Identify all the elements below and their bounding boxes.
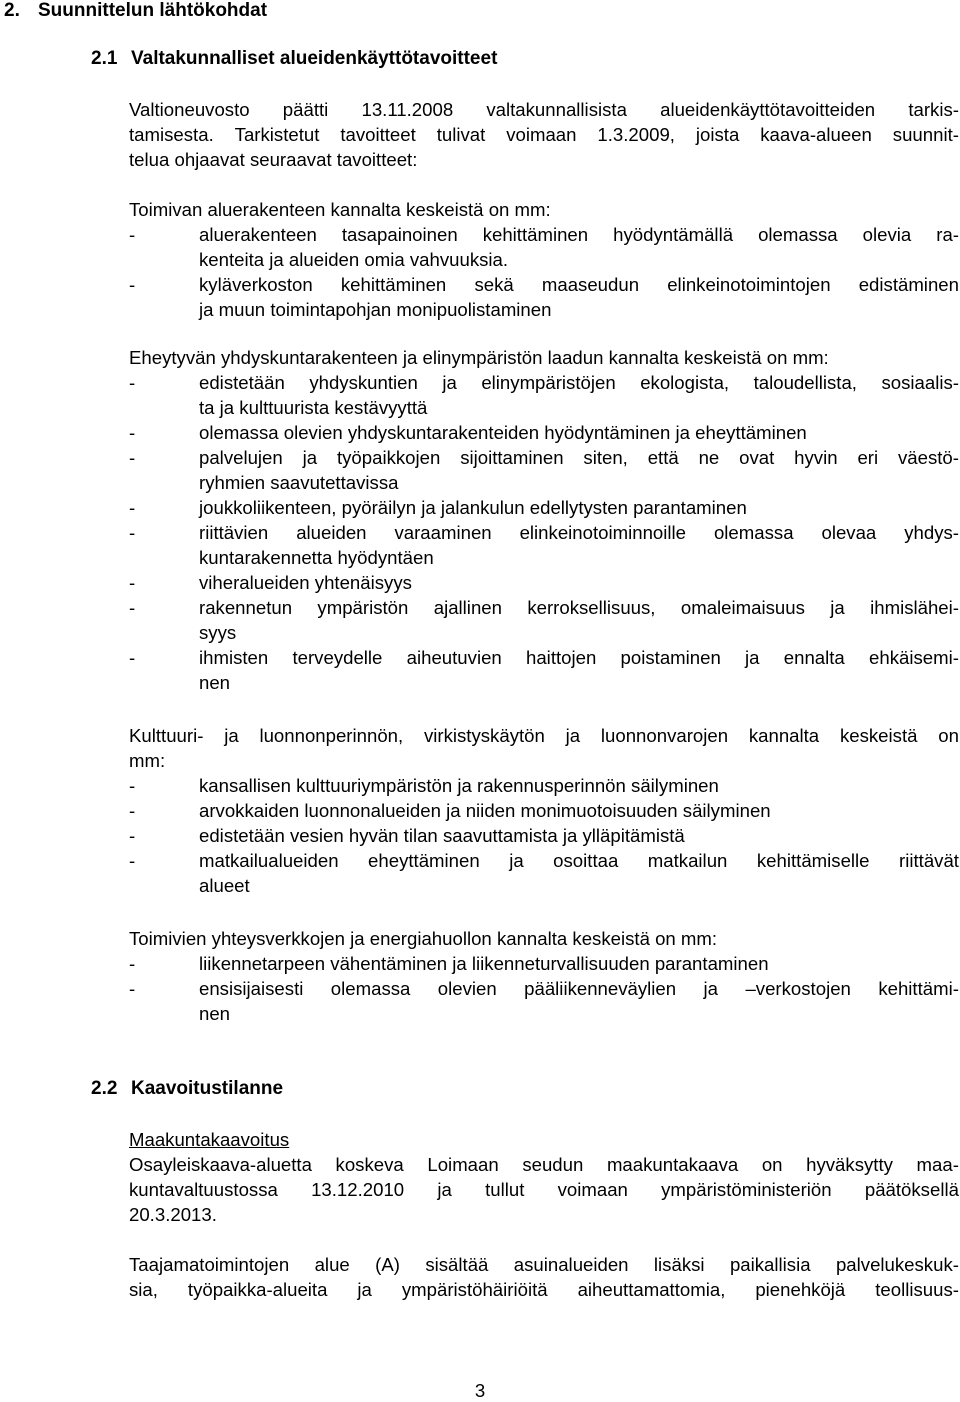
word: kehittämiselle <box>756 850 870 871</box>
list-item-line: nen <box>199 672 231 693</box>
taajama-paragraph <box>129 1252 959 1302</box>
word: hyödyntämällä <box>613 224 734 245</box>
list-item <box>129 495 959 520</box>
word: koskeva <box>335 1154 404 1175</box>
list-item-line <box>199 222 959 247</box>
word: olemassa <box>330 978 411 999</box>
word: alue <box>314 1254 350 1275</box>
word: ensisijaisesti <box>199 978 304 999</box>
goals-group-1 <box>129 197 959 322</box>
list-item <box>129 976 959 1026</box>
word: joista <box>695 124 740 145</box>
list-dash: - <box>129 572 136 593</box>
word: virkistyskäytön <box>423 725 545 746</box>
word: ja <box>224 725 239 746</box>
list-item <box>129 645 959 695</box>
page-number: 3 <box>474 1380 486 1401</box>
section-title: Suunnittelun lähtökohdat <box>38 0 268 21</box>
word: väestö- <box>897 447 959 468</box>
list-item-line: olemassa olevien yhdyskuntarakenteiden hyödyntäminen ja eheyttäminen <box>199 422 807 443</box>
list-dash: - <box>129 447 136 468</box>
list-item-line: ryhmien saavutettavissa <box>199 472 399 493</box>
word: 13.12.2010 <box>311 1179 405 1200</box>
word: elinkeinotoimintojen <box>667 274 831 295</box>
list-item-line <box>199 272 959 297</box>
word: alueiden <box>296 522 367 543</box>
word: alueidenkäyttötavoitteiden <box>660 99 876 120</box>
word: edistetään <box>199 372 285 393</box>
list-item-line: edistetään vesien hyvän tilan saavuttamista ja ylläpitämistä <box>199 825 685 846</box>
word: sijoittaminen <box>460 447 564 468</box>
word: suunnit- <box>892 124 959 145</box>
word: ja <box>442 372 457 393</box>
list-item-line: kuntarakennetta hyödyntäen <box>199 547 434 568</box>
word: kuntavaltuustossa <box>129 1179 278 1200</box>
word: seudun <box>522 1154 584 1175</box>
word: riittävät <box>899 850 959 871</box>
word: ja <box>830 597 845 618</box>
word: paikallisia <box>729 1254 811 1275</box>
word: Kulttuuri- <box>129 725 204 746</box>
list-dash: - <box>129 372 136 393</box>
intro-paragraph <box>129 97 959 172</box>
group-heading: Eheytyvän yhdyskuntarakenteen ja elinympäristön laadun kannalta keskeistä on mm: <box>129 347 829 368</box>
paragraph-line <box>129 1177 959 1202</box>
word: eri <box>857 447 879 468</box>
word: aiheutuvien <box>406 647 502 668</box>
list-item <box>129 370 959 420</box>
word: Valtioneuvosto <box>129 99 250 120</box>
word: maaseudun <box>541 274 640 295</box>
word: matkailualueiden <box>199 850 339 871</box>
maakuntakaava-section <box>129 1127 959 1227</box>
word: sosiaalis- <box>881 372 959 393</box>
list-item-line <box>199 445 959 470</box>
word: tasapainoinen <box>341 224 458 245</box>
word: palvelukeskuk- <box>835 1254 959 1275</box>
goals-group-3 <box>129 723 959 898</box>
list-item <box>129 951 959 976</box>
subsection-heading-2-1 <box>91 46 497 71</box>
word: tavoitteet <box>340 124 416 145</box>
goals-group-2 <box>129 345 959 695</box>
word: ja <box>357 1279 372 1300</box>
list-item <box>129 823 959 848</box>
word: pienehköjä <box>755 1279 846 1300</box>
paragraph-line <box>129 1252 959 1277</box>
list-dash: - <box>129 978 136 999</box>
word: haittojen <box>526 647 597 668</box>
word: asuinalueiden <box>513 1254 629 1275</box>
word: hyvin <box>794 447 838 468</box>
list-item-line: ja muun toimintapohjan monipuolistaminen <box>199 299 552 320</box>
paragraph-line: 20.3.2013. <box>129 1204 217 1225</box>
list-dash: - <box>129 422 136 443</box>
word: ja <box>565 725 581 746</box>
list-item <box>129 773 959 798</box>
list-item <box>129 520 959 570</box>
word: tullut <box>485 1179 525 1200</box>
word: eheyttäminen <box>368 850 480 871</box>
word: ra- <box>936 224 959 245</box>
word: on <box>938 725 959 746</box>
list-dash: - <box>129 953 136 974</box>
word: kerroksellisuus, <box>527 597 656 618</box>
word: edistäminen <box>858 274 959 295</box>
group-heading: mm: <box>129 750 166 771</box>
list-dash: - <box>129 274 136 295</box>
list-dash: - <box>129 647 136 668</box>
word: ja <box>437 1179 452 1200</box>
list-item-line: viheralueiden yhtenäisyys <box>199 572 412 593</box>
word: tamisesta. <box>129 124 214 145</box>
subsection-title: Kaavoitustilanne <box>131 1078 284 1099</box>
word: ja <box>302 447 318 468</box>
word: ajallinen <box>433 597 502 618</box>
word: terveydelle <box>292 647 383 668</box>
group-heading: Toimivan aluerakenteen kannalta keskeistä on mm: <box>129 199 551 220</box>
word: ympäristön <box>317 597 409 618</box>
word: yhdys- <box>904 522 959 543</box>
word: ihmislähei- <box>870 597 959 618</box>
word: sisältää <box>425 1254 489 1275</box>
list-item-line: liikennetarpeen vähentäminen ja liikenneturvallisuuden parantaminen <box>199 953 769 974</box>
group-heading: Toimivien yhteysverkkojen ja energiahuollon kannalta keskeistä on mm: <box>129 928 718 949</box>
word: kyläverkoston <box>199 274 313 295</box>
group-heading <box>129 723 959 748</box>
word: ehkäisemi- <box>869 647 959 668</box>
word: hyväksytty <box>806 1154 893 1175</box>
list-item-line: arvokkaiden luonnonalueiden ja niiden monimuotoisuuden säilyminen <box>199 800 771 821</box>
word: päätöksellä <box>864 1179 959 1200</box>
word: luonnonvarojen <box>600 725 729 746</box>
list-dash: - <box>129 775 136 796</box>
list-item-line: alueet <box>199 875 250 896</box>
list-dash: - <box>129 850 136 871</box>
list-item-line <box>199 848 959 873</box>
word: 13.11.2008 <box>361 99 454 120</box>
list-item <box>129 798 959 823</box>
word: tulivat <box>436 124 486 145</box>
intro-line <box>129 122 959 147</box>
list-item-line <box>199 645 959 670</box>
list-dash: - <box>129 497 136 518</box>
list-item-line: kenteita ja alueiden omia vahvuuksia. <box>199 249 509 270</box>
word: yhdyskuntien <box>309 372 418 393</box>
list-item-line <box>199 520 959 545</box>
list-item-line: kansallisen kulttuuriympäristön ja rakennusperinnön säilyminen <box>199 775 719 796</box>
word: osoittaa <box>553 850 619 871</box>
list-item <box>129 848 959 898</box>
word: –verkostojen <box>745 978 851 999</box>
word: olevien <box>437 978 497 999</box>
word: kehittäminen <box>340 274 447 295</box>
word: ekologista, <box>640 372 730 393</box>
paragraph-line <box>129 1277 959 1302</box>
list-dash: - <box>129 597 136 618</box>
list-item <box>129 570 959 595</box>
word: teollisuus- <box>875 1279 959 1300</box>
section-heading <box>4 0 267 23</box>
subsection-title: Valtakunnalliset alueidenkäyttötavoitteet <box>131 48 498 69</box>
word: maakuntakaava <box>606 1154 739 1175</box>
word: kaava-alueen <box>760 124 872 145</box>
word: sia, <box>129 1279 158 1300</box>
list-item <box>129 272 959 322</box>
word: kannalta <box>748 725 820 746</box>
word: on <box>761 1154 783 1175</box>
word: olevaa <box>821 522 877 543</box>
word: pääliikenneväylien <box>524 978 677 999</box>
word: Osayleiskaava-aluetta <box>129 1154 312 1175</box>
word: ja <box>703 978 719 999</box>
word: ne <box>698 447 720 468</box>
list-dash: - <box>129 224 136 245</box>
word: olemassa <box>758 224 838 245</box>
subsection-heading-2-2 <box>91 1076 283 1101</box>
list-dash: - <box>129 800 136 821</box>
word: voimaan <box>557 1179 628 1200</box>
intro-line: telua ohjaavat seuraavat tavoitteet: <box>129 149 418 170</box>
word: 1.3.2009, <box>597 124 675 145</box>
list-item-line: syys <box>199 622 237 643</box>
word: kehittämi- <box>878 978 959 999</box>
subsection-number: 2.1 <box>91 48 118 69</box>
word: matkailun <box>647 850 728 871</box>
word: Taajamatoimintojen <box>129 1254 290 1275</box>
word: ihmisten <box>199 647 269 668</box>
list-item <box>129 595 959 645</box>
word: (A) <box>375 1254 400 1275</box>
list-dash: - <box>129 522 136 543</box>
word: rakennetun <box>199 597 293 618</box>
word: aluerakenteen <box>199 224 317 245</box>
word: lisäksi <box>653 1254 705 1275</box>
word: työpaikkojen <box>336 447 441 468</box>
word: luonnonperinnön, <box>259 725 404 746</box>
word: olemassa <box>713 522 794 543</box>
word: taloudellista, <box>753 372 857 393</box>
word: tarkis- <box>908 99 959 120</box>
list-item-line <box>199 370 959 395</box>
goals-group-4 <box>129 926 959 1026</box>
section-number: 2. <box>4 0 20 21</box>
word: riittävien <box>199 522 269 543</box>
intro-line <box>129 97 959 122</box>
word: varaaminen <box>394 522 492 543</box>
word: omaleimaisuus <box>680 597 805 618</box>
maakuntakaava-heading: Maakuntakaavoitus <box>129 1129 290 1150</box>
word: elinympäristöjen <box>481 372 616 393</box>
word: ja <box>745 647 760 668</box>
word: poistaminen <box>620 647 721 668</box>
word: aiheuttamattomia, <box>577 1279 726 1300</box>
list-item <box>129 420 959 445</box>
word: sekä <box>474 274 514 295</box>
list-item <box>129 222 959 272</box>
list-item-line: ta ja kulttuurista kestävyyttä <box>199 397 428 418</box>
word: Tarkistetut <box>234 124 320 145</box>
list-item-line <box>199 976 959 1001</box>
list-item-line: nen <box>199 1003 231 1024</box>
word: palvelujen <box>199 447 283 468</box>
word: ympäristöministeriön <box>661 1179 832 1200</box>
list-item-line: joukkoliikenteen, pyöräilyn ja jalankulun edellytysten parantaminen <box>199 497 747 518</box>
word: ovat <box>739 447 775 468</box>
word: siten, <box>583 447 628 468</box>
word: ja <box>509 850 524 871</box>
word: kehittäminen <box>482 224 589 245</box>
word: voimaan <box>506 124 577 145</box>
word: olevia <box>862 224 912 245</box>
list-dash: - <box>129 825 136 846</box>
word: päätti <box>282 99 329 120</box>
word: elinkeinotoiminnoille <box>519 522 686 543</box>
subsection-number: 2.2 <box>91 1078 118 1099</box>
list-item <box>129 445 959 495</box>
list-item-line <box>199 595 959 620</box>
word: Loimaan <box>427 1154 499 1175</box>
word: työpaikka-alueita <box>187 1279 328 1300</box>
word: maa- <box>916 1154 959 1175</box>
word: että <box>647 447 679 468</box>
paragraph-line <box>129 1152 959 1177</box>
word: ympäristöhäiriöitä <box>401 1279 548 1300</box>
word: ennalta <box>783 647 845 668</box>
word: keskeistä <box>839 725 918 746</box>
word: valtakunnallisista <box>486 99 627 120</box>
